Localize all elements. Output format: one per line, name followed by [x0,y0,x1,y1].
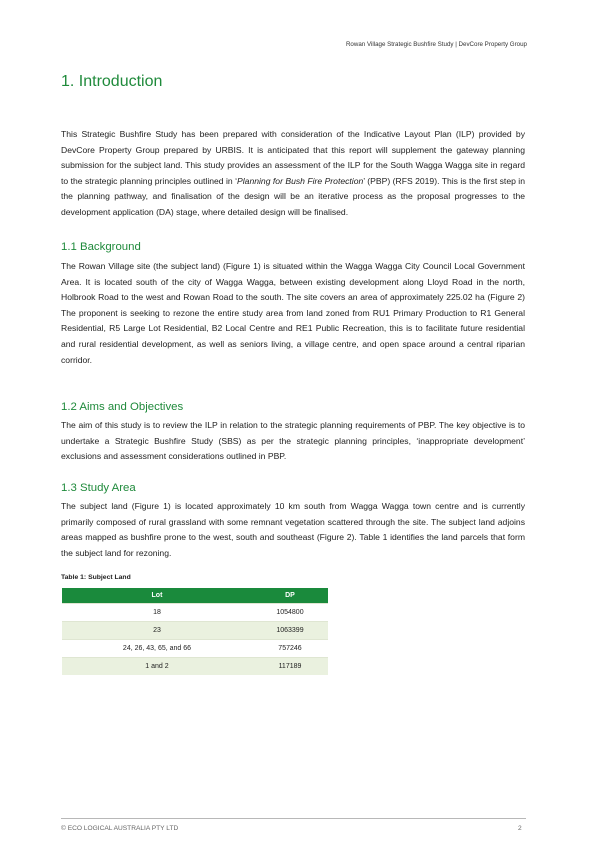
table-caption: Table 1: Subject Land [61,574,131,581]
subject-land-table [62,588,328,675]
dp-cell: 757246 [252,640,328,658]
page-number: 2 [518,825,522,832]
intro-italic-title: Planning for Bush Fire Protection [237,175,364,186]
study-area-paragraph: The subject land (Figure 1) is located approximately 10 km south from Wagga Wagga town centre and is currently primarily composed of rural grassland with some remnant vegetation scattered through the site. The subject land adjoins areas mapped as bushfire prone to the west, south and southeast (Figure 2). Table 1 identifies the land parcels that form the subject land for rezoning. [61,501,525,558]
table-row [62,622,328,640]
running-header: Rowan Village Strategic Bushfire Study | DevCore Property Group [345,41,527,48]
lot-cell: 18 [62,604,252,622]
lot-cell: 23 [62,622,252,640]
intro-text-1: This Strategic Bushfire Study has been prepared with consideration of the Indicative Layout Plan (ILP) provided by DevCore Property Group prepared by URBIS. It is anticipated that this report will supplement the gateway planning submission for the subject land. This study provides an assessment of the ILP for the South Wagga Wagga site in regard to the strategic planning principles outlined in ‘ [61,129,525,186]
lot-cell: 1 and 2 [62,658,252,676]
intro-text-2: ’ (PBP) (RFS 2019). This is the first step in the planning pathway, and finalisation of the design will be an iterative process as the proposal progresses to the development application (DA) stage, where detailed design will be finalised. [61,175,525,217]
section-title: 1. Introduction [61,73,163,90]
footer-copyright: © ECO LOGICAL AUSTRALIA PTY LTD [61,825,179,832]
column-header-lot: Lot [62,588,252,604]
footer-divider [61,818,526,819]
table-header-row [62,588,328,604]
lot-cell: 24, 26, 43, 65, and 66 [62,640,252,658]
table-row [62,640,328,658]
intro-paragraph [61,127,525,221]
aims-paragraph: The aim of this study is to review the ILP in relation to the strategic planning requirements of PBP. The key objective is to undertake a Strategic Bushfire Study (SBS) as per the strategic planning principles, ‘inappropriate development’ exclusions and assessment considerations outlined in PBP. [61,420,525,462]
background-heading: 1.1 Background [61,241,141,253]
column-header-dp: DP [252,588,328,604]
background-paragraph: The Rowan Village site (the subject land) (Figure 1) is situated within the Wagga Wagga City Council Local Government Area. It is located south of the city of Wagga Wagga, between existing development along Lloyd Road in the north, Holbrook Road to the west and Rowan Road to the south. The site covers an area of approximately 225.02 ha (Figure 2) The proponent is seeking to rezone the entire study area from land zoned from RU1 Primary Production to R1 General Residential, R5 Large Lot Residential, B2 Local Centre and RE1 Public Recreation, this is to facilitate future residential and rural residential development, as well as seniors living, a village centre, and open space around a central riparian corridor. [61,261,525,365]
dp-cell: 117189 [252,658,328,676]
table-row [62,604,328,622]
aims-heading: 1.2 Aims and Objectives [61,401,184,413]
study-area-heading: 1.3 Study Area [61,482,136,494]
dp-cell: 1063399 [252,622,328,640]
dp-cell: 1054800 [252,604,328,622]
table-row [62,658,328,676]
